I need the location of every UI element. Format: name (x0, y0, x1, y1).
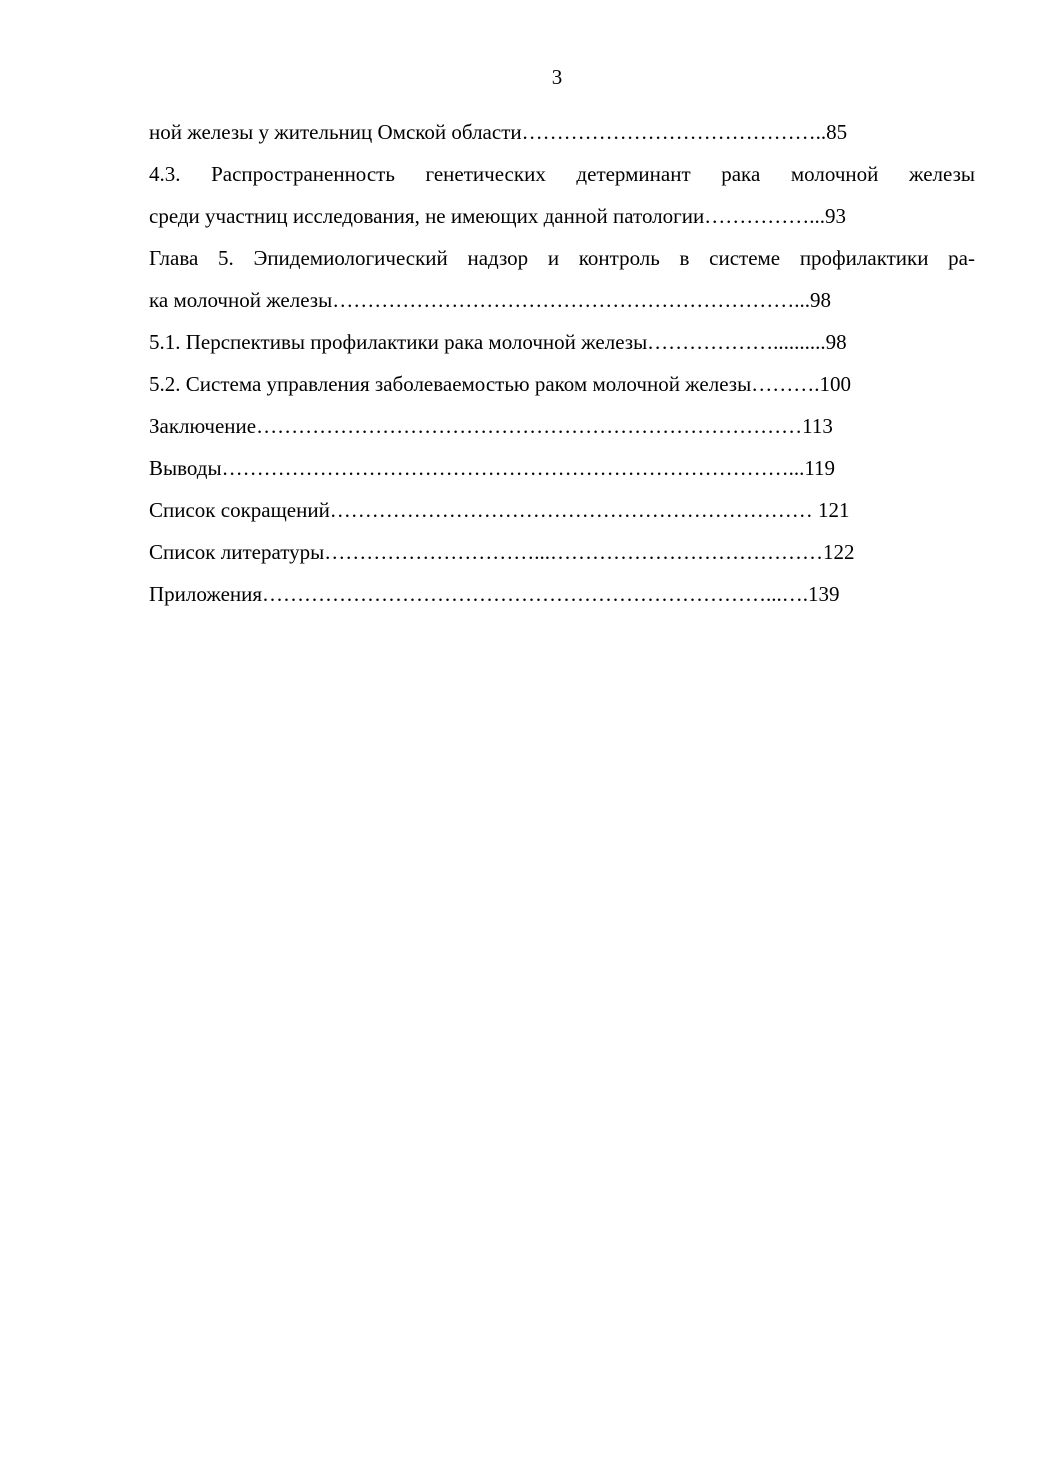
toc-entry: Выводы………………………………………………………………………...119 (149, 456, 836, 480)
toc-entry: среди участниц исследования, не имеющих данной патологии……………...93 (149, 204, 846, 228)
toc-entry: 4.3. Распространенность генетических детерминант рака молочной железы (149, 162, 975, 186)
toc-entry: Глава 5. Эпидемиологический надзор и контроль в системе профилактики ра- (149, 246, 975, 270)
toc-entry: ка молочной железы…………………………………………………………...98 (149, 288, 831, 312)
page-number: 3 (551, 65, 563, 89)
toc-entry: 5.2. Система управления заболеваемостью раком молочной железы……….100 (149, 372, 851, 396)
toc-entry: Приложения………………………………………………………………...….139 (149, 582, 840, 606)
table-of-contents (149, 117, 975, 621)
toc-entry: Заключение……………………………………………………………………113 (149, 414, 833, 438)
toc-entry: ной железы у жительниц Омской области……………………………………..85 (149, 120, 848, 144)
toc-entry: 5.1. Перспективы профилактики рака молочной железы………………..........98 (149, 330, 847, 354)
toc-entry: Список сокращений…………………………………………………………… 121 (149, 498, 850, 522)
toc-entry: Список литературы…………………………...…………………………………122 (149, 540, 855, 564)
